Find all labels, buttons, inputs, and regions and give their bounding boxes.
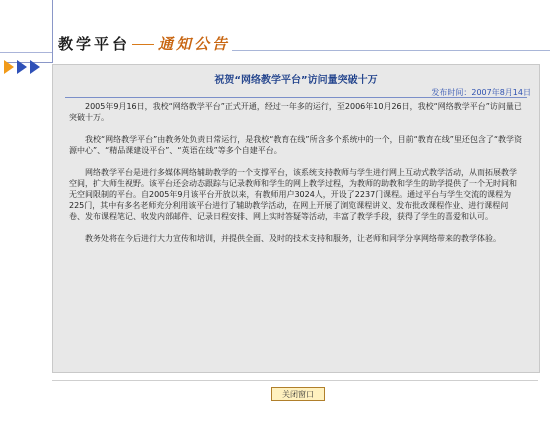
publish-date: 2007年8月14日 [471,88,531,97]
close-window-button[interactable]: 关闭窗口 [271,387,325,401]
header-decoration-frame [6,0,53,63]
notice-title: 祝贺“网络教学平台”访问量突破十万 [214,75,378,86]
arrow-blue-icon [30,60,40,74]
title-divider [65,97,527,98]
arrow-blue-icon [17,60,27,74]
notice-paragraph: 教务处将在今后进行大力宣传和培训，并提供全面、及时的技术支持和服务，让老师和同学分享网络带来的教学体验。 [85,234,501,243]
notice-paragraph: 2005年9月16日，我校“网络教学平台”正式开通，经过一年多的运行，至2006年10月26日，我校“网络教学平台”访问量已突破十万。 [69,102,522,122]
notice-panel [52,64,540,373]
publish-label: 发布时间： [431,88,472,97]
notice-body [69,101,523,255]
footer-divider [52,380,538,381]
arrow-orange-icon [4,60,14,74]
notice-paragraph: 网络教学平台是进行多媒体网络辅助教学的一个支撑平台，该系统支持教师与学生进行网上互动式教学活动，从而拓展教学空间，扩大师生视野。该平台还会动态跟踪与记录教师和学生的网上教学过程，为教师的助教和学生的助学提供了一个无时间和无空间限制的平台。自2005年9月该平台开放以来，有教师用户3024人，开设了2237门课程。通过平台与学生交流的课程为225门，其中有多名老师充分利用该平台进行了辅助教学活动，在网上开展了浏览课程讲义、发布批改课程作业、进行课程问卷、发布课程笔记、收发内部邮件、记录日程安排、网上实时答疑等活动，丰富了教学手段，获得了学生的喜爱和认可。 [69,168,517,221]
page-title-main: 教学平台 [58,35,131,53]
page-title [58,33,230,53]
title-separator [132,44,154,45]
page-title-sub: 通知公告 [158,35,231,53]
header-arrows-icon [4,60,50,74]
header-rule [232,50,550,51]
notice-paragraph: 我校“网络教学平台”由教务处负责日常运行，是我校“教育在线”所含多个系统中的一个，目前“教育在线”里还包含了“教学资源中心”、“精品课建设平台”、“英语在线”等多个自建平台。 [69,135,523,155]
